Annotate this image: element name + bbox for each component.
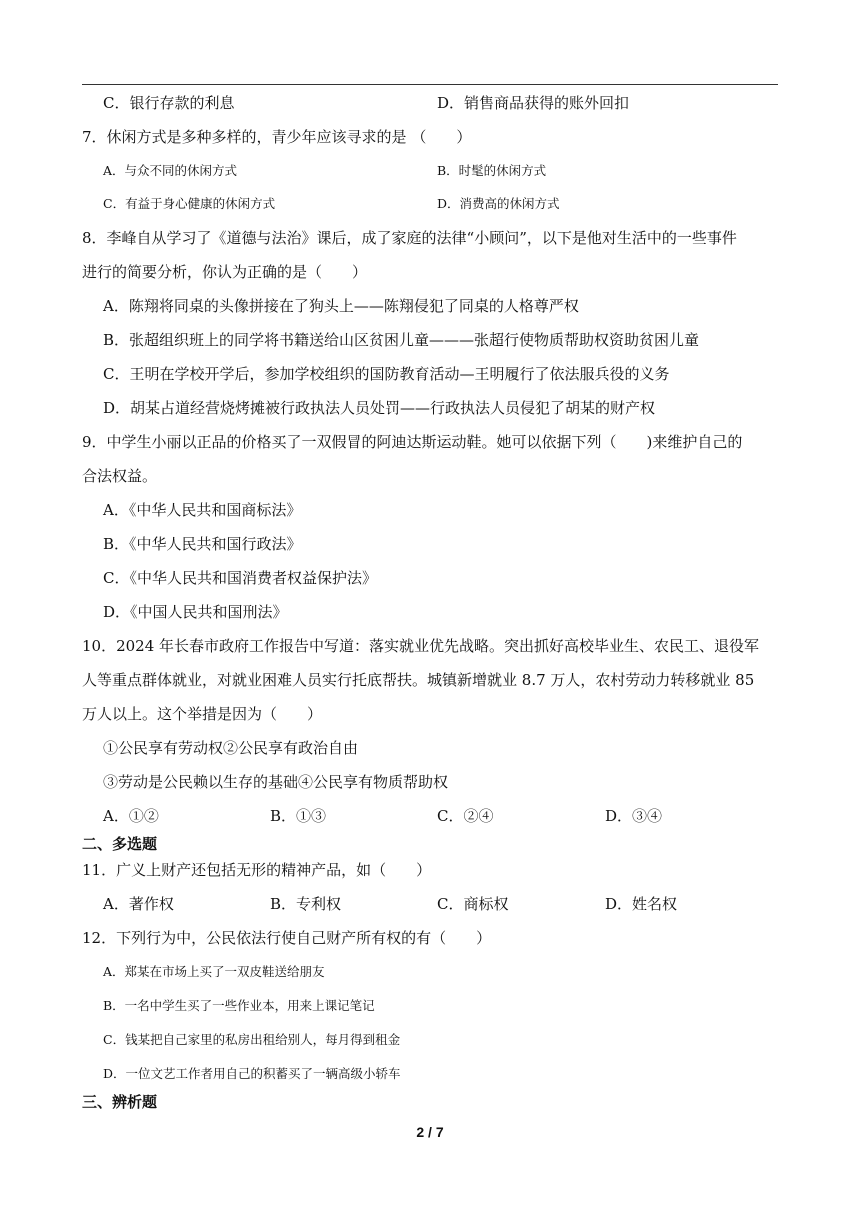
- option-8d: D．胡某占道经营烧烤摊被行政执法人员处罚——行政执法人员侵犯了胡某的财产权: [103, 399, 656, 417]
- option-11a: A．著作权: [103, 895, 174, 913]
- option-11b: B．专利权: [270, 895, 342, 913]
- option-8b: B．张超组织班上的同学将书籍送给山区贫困儿童———张超行使物质帮助权资助贫困儿童: [103, 331, 700, 349]
- question-10-line3: 万人以上。这个举措是因为（ ）: [82, 705, 323, 723]
- section-heading-analysis: 三、辨析题: [82, 1093, 158, 1111]
- option-12d: D．一位文艺工作者用自己的积蓄买了一辆高级小轿车: [103, 1066, 401, 1081]
- question-8-line2: 进行的简要分析，你认为正确的是（ ）: [82, 263, 368, 281]
- question-11: 11．广义上财产还包括无形的精神产品，如（ ）: [82, 861, 432, 879]
- option-10a: A．①②: [103, 807, 159, 825]
- option-10d: D．③④: [605, 807, 663, 825]
- question-10-line1: 10．2024 年长春市政府工作报告中写道：落实就业优先战略。突出抓好高校毕业生、农民工、退役军: [82, 637, 760, 655]
- option-9b: B．《中华人民共和国行政法》: [103, 535, 302, 553]
- statement-10-2: ③劳动是公民赖以生存的基础④公民享有物质帮助权: [103, 773, 449, 791]
- option-9c: C．《中华人民共和国消费者权益保护法》: [103, 569, 377, 587]
- question-10-line2: 人等重点群体就业，对就业困难人员实行托底帮扶。城镇新增就业 8.7 万人，农村劳动力转移就业 85: [82, 671, 755, 689]
- option-7d: D．消费高的休闲方式: [437, 196, 560, 211]
- question-9-line2: 合法权益。: [82, 467, 158, 485]
- option-9a: A．《中华人民共和国商标法》: [103, 501, 302, 519]
- option-6d: D．销售商品获得的账外回扣: [437, 94, 630, 112]
- question-9-line1: 9．中学生小丽以正品的价格买了一双假冒的阿迪达斯运动鞋。她可以依据下列（ )来维护自己的: [82, 433, 743, 451]
- option-8a: A．陈翔将同桌的头像拼接在了狗头上——陈翔侵犯了同桌的人格尊严权: [103, 297, 579, 315]
- option-10c: C．②④: [437, 807, 494, 825]
- option-7a: A．与众不同的休闲方式: [103, 163, 238, 178]
- option-6c: C．银行存款的利息: [103, 94, 235, 112]
- option-12b: B．一名中学生买了一些作业本，用来上课记笔记: [103, 998, 375, 1013]
- option-10b: B．①③: [270, 807, 327, 825]
- option-7b: B．时髦的休闲方式: [437, 163, 547, 178]
- question-8-line1: 8．李峰自从学习了《道德与法治》课后，成了家庭的法律“小顾问”，以下是他对生活中的一些事件: [82, 229, 737, 247]
- page-number: 2 / 7: [416, 1124, 444, 1140]
- option-12a: A．郑某在市场上买了一双皮鞋送给朋友: [103, 964, 325, 979]
- option-11d: D．姓名权: [605, 895, 678, 913]
- option-9d: D．《中国人民共和国刑法》: [103, 603, 288, 621]
- section-heading-multiple-choice: 二、多选题: [82, 835, 158, 853]
- option-12c: C．钱某把自己家里的私房出租给别人，每月得到租金: [103, 1032, 401, 1047]
- option-8c: C．王明在学校开学后，参加学校组织的国防教育活动—王明履行了依法服兵役的义务: [103, 365, 670, 383]
- question-7: 7．休闲方式是多种多样的，青少年应该寻求的是 （ ）: [82, 128, 472, 146]
- header-rule: [82, 84, 778, 85]
- question-12: 12．下列行为中，公民依法行使自己财产所有权的有（ ）: [82, 929, 492, 947]
- option-11c: C．商标权: [437, 895, 509, 913]
- option-7c: C．有益于身心健康的休闲方式: [103, 196, 276, 211]
- statement-10-1: ①公民享有劳动权②公民享有政治自由: [103, 739, 359, 757]
